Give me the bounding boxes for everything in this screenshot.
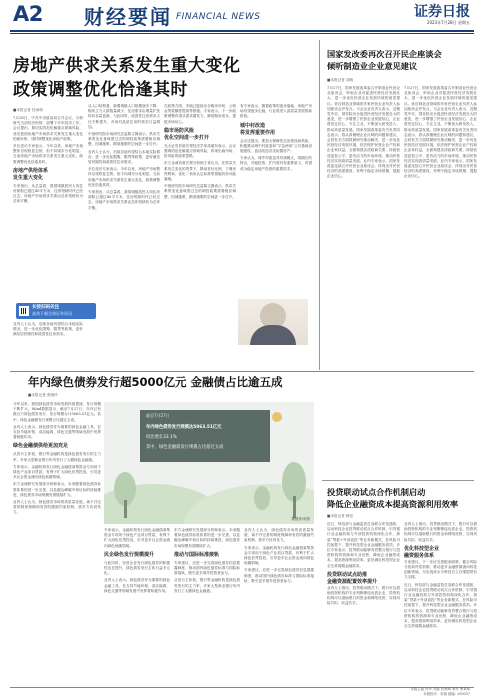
column-divider bbox=[319, 40, 320, 370]
header-rule-thin bbox=[10, 33, 474, 34]
lead-paragraph: 专家指出，从总量看，我国城镇居民人均住房面积已超过40平方米，住房短缺时代已经过去，房地产市场供求关系由总体短缺转为总体平衡。 bbox=[88, 190, 160, 210]
bond-paragraph: 东方金诚研究发展部分析师表示，未来随着绿色债券标准体系的进一步完善，以及碳达峰碳中和目标的持续推进，绿色债券市场规模有望继续扩大。 bbox=[13, 482, 101, 497]
lead-paragraph: 有专家表示，随着政策的逐步落地，房地产市场有望逐步企稳，行业将进入高质量发展的新阶段。 bbox=[240, 104, 312, 119]
page-number: A2 bbox=[13, 2, 43, 26]
lead-paragraph: 业内人士认为，后续各地有望结合本地实际情况，进一步优化限购、限贷等政策，更好满足居民刚性和改善性住房需求。 bbox=[88, 149, 160, 165]
sun-icon bbox=[272, 412, 282, 422]
right-bottom-paragraph: 近日，科技部与金融监管总局联合印发通知，启动科技企业投贷联动试点合作机制，引导银行业金融机构与外部投资机构深化合作，探索“贷款+外部直投”等业务新模式，在风险可控前提下，提升科技型企业金融服务质效。多位专家表示，投贷联动能够有效整合银行与投资机构的资源和专业优势，降低企业融资成本，提高资源利用效率，更好满足科技型企业全生命周期金融需求。 bbox=[404, 582, 477, 629]
right-bottom-paragraph: 业内人士指出，投贷联动模式下，银行可以借助投资机构的专业判断筛选优质企业，投资机构则可以借助银行的资金和网络优势，实现风险共担、收益共享。 bbox=[404, 522, 477, 542]
bond-paragraph: 专家建议，应进一步完善绿色债券信息披露制度，推动国内绿色债券标准与国际标准接轨，吸引更多境外投资者参与。 bbox=[174, 560, 240, 576]
green-bond-illustration bbox=[104, 402, 314, 524]
lead-byline: ■本报记者 杜雨萌 bbox=[13, 108, 43, 112]
bond-paragraph: 从发行主体看，银行等金融机构是绿色债券发行的主力军，多家大型商业银行年内发行了大额绿色金融债。 bbox=[13, 452, 101, 462]
tree-trunk bbox=[293, 496, 296, 518]
right-bottom-byline: ■本报记者 韩昱 bbox=[327, 514, 354, 518]
right-top-headline: 国家发改委再次召开民企座谈会 倾听制造业企业意见建议 bbox=[327, 49, 442, 71]
section-title: 财经要闻 bbox=[84, 5, 172, 29]
right-bottom-subheading: 优化科技型企业 融资服务体系 bbox=[404, 545, 440, 559]
right-bottom-subheading: 投贷联动试点助推 金融资源配置效率提升 bbox=[327, 571, 378, 585]
right-bottom-headline: 投贷联动试点合作机制启动 降低企业融资成本提高资源利用效率 bbox=[327, 487, 459, 509]
lead-paragraph: 会议还提出，要加大保障性住房建设和供给，积极推动城中村改造和“平急两用”公共基础设施建设，盘活改造各类闲置房产。 bbox=[240, 138, 312, 154]
bond-paragraph: 今年以来，我国绿色债券市场发展持续提速，发行规模不断扩大。Wind数据显示，截至7月27日，年内已有数百只绿色债券发行，发行规模合计5063.51亿元。其中，绿色金融债发行规模占比超过五成。 bbox=[13, 402, 101, 422]
right-top-story bbox=[327, 78, 477, 476]
lead-column-1 bbox=[13, 108, 83, 298]
lead-paragraph: 专家认为，城中村改造具有规模大、周期长的特点，对稳投资、扩内需具有重要意义，有望成为稳定房地产投资的重要抓手。 bbox=[240, 156, 312, 171]
bond-paragraph: 从发行主体看，银行等金融机构是绿色债券发行的主力军，多家大型商业银行年内发行了大额绿色金融债。 bbox=[174, 578, 240, 593]
stats-line-1: 截至7月27日 bbox=[146, 413, 170, 418]
bond-paragraph: 业内人士表示，绿色债券作为重要的绿色金融工具，在支持节能环保、清洁能源、绿色交通等领域发展中发挥着积极作用。 bbox=[104, 578, 170, 593]
right-top-body-col2: 7月27日，国家发展改革委召开制造业民营企业座谈会，听取企业对促进民营经济发展壮大、进一步优化民营企业发展环境的意见建议。来自制造业领域的多家民营企业负责人参加座谈会并发言。与会企业负责人表示，近期党中央、国务院出台促进民营经济发展壮大的意见，进一步增强了民营企业发展信心，企业将坚定信心、专注主业，不断加大研发投入，推动高质量发展。国家发展改革委有关负责同志表示，将认真梳理企业反映的问题和建议，会同有关方面抓紧研究推动解决，进一步优化民营经济发展环境，依法保护民营企业产权和企业家权益，全面构建亲清政商关系，持续营造更加公平、更有活力的市场环境，推动民营经济实现高质量发展。业内专家表示，国家发改委连续召开民营企业座谈会，体现出对民营经济的高度重视，有利于稳定市场预期、提振企业信心。 bbox=[404, 86, 477, 179]
right-top-body-col1: 7月27日，国家发展改革委召开制造业民营企业座谈会，听取企业对促进民营经济发展壮大、进一步优化民营企业发展环境的意见建议。来自制造业领域的多家民营企业负责人参加座谈会并发言。与会企业负责人表示，近期党中央、国务院出台促进民营经济发展壮大的意见，进一步增强了民营企业发展信心，企业将坚定信心、专注主业，不断加大研发投入，推动高质量发展。国家发展改革委有关负责同志表示，将认真梳理企业反映的问题和建议，会同有关方面抓紧研究推动解决，进一步优化民营经济发展环境，依法保护民营企业产权和企业家权益，全面构建亲清政商关系，持续营造更加公平、更有活力的市场环境，推动民营经济实现高质量发展。业内专家表示，国家发改委连续召开民营企业座谈会，体现出对民营经济的高度重视，有利于稳定市场预期、提振企业信心。 bbox=[327, 86, 400, 179]
stats-panel bbox=[140, 410, 270, 462]
page-footer: 本版主编 孙华 责编 杜雨萌 制作 曹秉琛 本版校对：宋晓 邮编: 100037 bbox=[410, 687, 470, 696]
bond-paragraph: 专家建议，应进一步完善绿色债券信息披露制度，推动国内绿色债券标准与国际标准接轨，吸引更多境外投资者参与。 bbox=[244, 568, 314, 583]
section-rule bbox=[10, 371, 474, 372]
lead-paragraph: 从人口结构看，新增城镇人口规模逐步下降，购房主力人群数量减少，住房需求由增量扩张转向存量更新。与此同时，改善性住房需求占比不断提升，市场对品质住房的需求日益增加。 bbox=[88, 104, 160, 129]
lead-headline-line2: 政策调整优化恰逢其时 bbox=[13, 80, 188, 100]
lead-paragraph: 光大证券首席宏观经济学家高瑞东表示，会议强调防范化解重点领域风险，体现出稳市场、防风险的政策思路。 bbox=[164, 143, 236, 159]
bond-column-4 bbox=[244, 528, 314, 684]
bond-paragraph: 与此同时，民营企业发行绿色债券的积极性也在提升，绿色债券发行主体日益多元化。 bbox=[104, 560, 170, 576]
lead-subheading: 房地产供给体系 发生重大变化 bbox=[13, 167, 49, 181]
header-rule bbox=[10, 30, 474, 32]
bond-paragraph: 专家表示，金融机构发行绿色金融债募集资金专项用于绿色产业项目贷款，有利于扩大绿色信贷投放，引导更多社会资金流向绿色低碳领域。 bbox=[104, 528, 170, 548]
page-header bbox=[0, 0, 484, 40]
bond-paragraph: 业内人士表示，绿色债券作为重要的绿色金融工具，在支持节能环保、清洁能源、绿色交通等领域发展中发挥着积极作用。 bbox=[13, 424, 101, 440]
bond-paragraph: 业内人士认为，绿色债券市场的高质量发展，离不开完善的制度保障和有效的激励约束机制，需多方协同发力。 bbox=[13, 500, 101, 515]
bond-paragraph: 专家表示，金融机构发行绿色金融债募集资金专项用于绿色产业项目贷款，有利于扩大绿色信贷投放，引导更多社会资金流向绿色低碳领域。 bbox=[13, 464, 101, 480]
right-bottom-paragraph: 业内人士指出，投贷联动模式下，银行可以借助投资机构的专业判断筛选优质企业，投资机构则可以借助银行的资金和网络优势，实现风险共担、收益共享。 bbox=[327, 585, 400, 606]
promo-line-2: 高效下载全球证券资讯 bbox=[32, 311, 72, 316]
app-promo-banner[interactable] bbox=[16, 303, 96, 319]
lead-headline-line1: 房地产供求关系发生重大变化 bbox=[13, 56, 241, 76]
qr-code-icon bbox=[19, 306, 29, 316]
right-bottom-col1 bbox=[327, 522, 400, 682]
bond-subheading: 绿色金融债供给更加充足 bbox=[13, 443, 69, 450]
right-top-byline: ■本报记者 刘萌 bbox=[327, 78, 354, 82]
stats-line-3: 同比增长33.1% bbox=[146, 435, 177, 440]
lead-headline bbox=[13, 54, 313, 102]
lead-column-4 bbox=[240, 104, 312, 296]
illustration-credit: 魏健骐/制图 bbox=[291, 517, 310, 521]
bond-column-1 bbox=[13, 402, 101, 684]
lead-paragraph: 专家指出，从总量看，我国城镇居民人均住房面积已超过40平方米，住房短缺时代已经过去，房地产市场供求关系由总体短缺转为总体平衡。 bbox=[13, 183, 83, 204]
section-title-en: FINANCIAL NEWS bbox=[176, 12, 261, 22]
issue-date: 2023年7月28日 星期五 bbox=[426, 20, 470, 25]
tree-trunk bbox=[124, 500, 127, 518]
promo-line-1: 长按扫码关注 bbox=[32, 305, 59, 310]
right-bottom-story bbox=[327, 514, 477, 682]
bond-paragraph: 专家表示，金融机构发行绿色金融债募集资金专项用于绿色产业项目贷款，有利于扩大绿色信贷投放，引导更多社会资金流向绿色低碳领域。 bbox=[244, 545, 314, 566]
bond-byline: ■本报记者 张晓玲 bbox=[28, 393, 58, 397]
lead-paragraph: 业内人士认为，后续各地有望结合本地实际情况，进一步优化限购、限贷等政策，更好满足居民刚性和改善性住房需求。 bbox=[13, 322, 83, 337]
story-divider bbox=[322, 480, 474, 481]
stats-line-4: 其中，绿色金融债发行规模占比超过五成 bbox=[146, 445, 224, 450]
portrait-photo bbox=[238, 299, 308, 345]
lead-subheading: 稳市场防风险 优化空间进一步打开 bbox=[164, 127, 210, 141]
lead-column-3 bbox=[164, 104, 236, 364]
bond-paragraph: 业内人士认为，绿色债券市场的高质量发展，离不开完善的制度保障和有效的激励约束机制，需多方协同发力。 bbox=[244, 528, 314, 543]
lead-paragraph: 东方金诚首席宏观分析师王青认为，在供求关系发生变化的背景下，降低首付比例、下调房贷利率、优化二套房认定标准等措施均有可能落地。 bbox=[164, 161, 236, 182]
lead-subheading: 城中村改造 将发挥重要作用 bbox=[240, 122, 276, 136]
bond-paragraph: 东方金诚研究发展部分析师表示，未来随着绿色债券标准体系的进一步完善，以及碳达峰碳中和目标的持续推进，绿色债券市场规模有望继续扩大。 bbox=[174, 528, 240, 548]
lead-paragraph: 中指研究院市场研究总监陈文静表示，供求关系的变化意味着过去的调控政策需要相应调整，因城施策、精准施策的空间进一步打开。 bbox=[88, 132, 160, 147]
right-bottom-paragraph: 近日，科技部与金融监管总局联合印发通知，启动科技企业投贷联动试点合作机制，引导银行业金融机构与外部投资机构深化合作，探索“贷款+外部直投”等业务新模式，在风险可控前提下，提升科技型企业金融服务质效。多位专家表示，投贷联动能够有效整合银行与投资机构的资源和专业优势，降低企业融资成本，提高资源利用效率，更好满足科技型企业全生命周期金融需求。 bbox=[327, 522, 400, 568]
lead-paragraph: 多位受访专家表示，今年以来，房地产市场整体呈现恢复态势，但不同城市分化明显。当前房地产市场供求关系发生重大变化，政策调整优化恰逢其时。 bbox=[13, 144, 83, 164]
right-bottom-paragraph: 专家建议，下一步应完善配套政策，健全风险分担和补偿机制，推动更多金融资源流向科技创新领域，为实现高水平科技自立自强提供有力支撑。 bbox=[404, 559, 477, 580]
right-bottom-col2 bbox=[404, 522, 477, 682]
lead-paragraph: 7月28日，中共中央政治局召开会议，分析研究当前经济形势，部署下半年经济工作。会议提出，要切实防范化解重点领域风险，适应我国房地产市场供求关系发生重大变化的新形势，适时调整优化房地产政策。 bbox=[13, 116, 83, 141]
bond-column-3 bbox=[174, 528, 240, 684]
bond-column-2 bbox=[104, 528, 170, 684]
newspaper-logo: 证券日报 bbox=[414, 4, 470, 20]
footer-rule bbox=[10, 687, 474, 688]
bond-subheading: 民企绿色发行规模提升 bbox=[104, 551, 155, 558]
lead-paragraph: 中指研究院市场研究总监陈文静表示，供求关系的变化意味着过去的调控政策需要相应调整，因城施策、精准施策的空间进一步打开。 bbox=[164, 184, 236, 199]
lead-column-2 bbox=[88, 104, 160, 364]
bond-subheading: 推动与国际标准接轨 bbox=[174, 551, 220, 558]
stats-line-2: 年内绿色债券发行规模达5063.51亿元 bbox=[146, 425, 222, 430]
lead-column-1-lower bbox=[13, 322, 83, 368]
lead-paragraph: 多位受访专家表示，今年以来，房地产市场整体呈现恢复态势，但不同城市分化明显。当前房地产市场供求关系发生重大变化，政策调整优化恰逢其时。 bbox=[88, 167, 160, 187]
tree-icon bbox=[254, 486, 270, 510]
bond-headline: 年内绿色债券发行超5000亿元 金融债占比逾五成 bbox=[28, 375, 283, 389]
lead-paragraph: 在政策方面，多地已陆续出台购房补贴、公积金贷款额度提高等措施。专家表示，下一步政策调整有望从需求端发力，降低购房成本，提振市场信心。 bbox=[164, 104, 236, 124]
